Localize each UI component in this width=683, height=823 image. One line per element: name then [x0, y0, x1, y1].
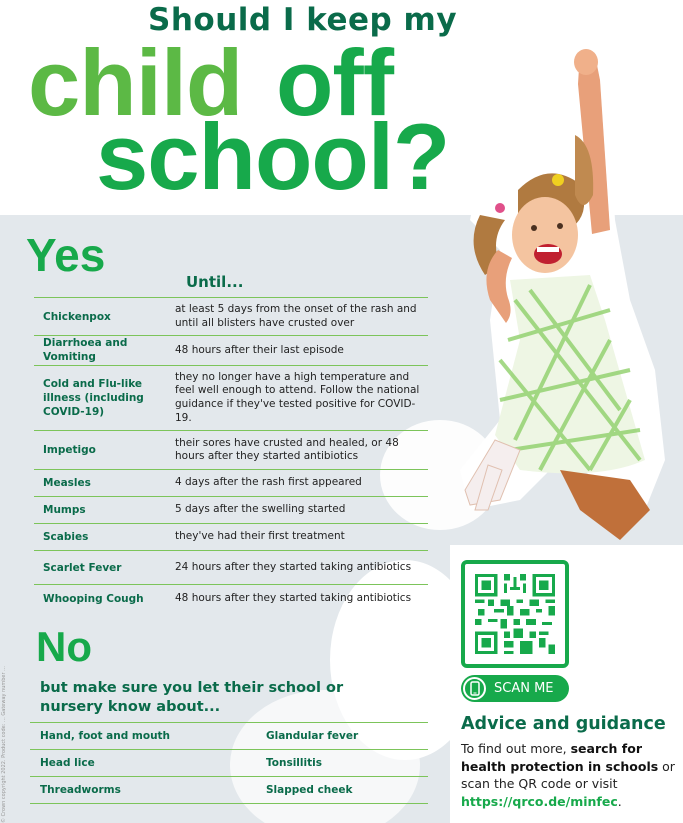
condition-name: Mumps [43, 504, 86, 517]
table-row [34, 298, 428, 336]
table-row [30, 723, 428, 750]
exclusion-period: at least 5 days from the onset of the rash and until all blisters have crusted over [175, 303, 417, 329]
advice-text-middle: or scan the QR code or visit [461, 758, 675, 791]
condition-name: Impetigo [43, 444, 96, 457]
exclusion-period: 48 hours after they started taking antibiotics [175, 591, 412, 604]
no-subheading: but make sure you let their school or nursery know about... [40, 680, 344, 715]
condition-name: Head lice [40, 757, 95, 769]
jumping-girl-image [440, 40, 683, 560]
title-word-off: off [276, 30, 394, 135]
title-line-1: Should I keep my [148, 2, 458, 38]
condition-name: Scabies [43, 531, 89, 544]
qr-code[interactable] [461, 560, 569, 668]
exclusion-period: they've had their first treatment [175, 530, 345, 543]
advice-search-term: search for health protection in schools [461, 741, 659, 774]
qr-code-icon [475, 574, 555, 654]
condition-name: Tonsillitis [266, 757, 322, 769]
phone-icon [470, 681, 480, 696]
no-heading: No [36, 623, 92, 670]
exclusion-period: 4 days after the rash first appeared [175, 476, 362, 489]
table-row [34, 551, 428, 585]
scan-me-label: SCAN ME [494, 681, 554, 696]
advice-text [461, 740, 676, 810]
table-row [34, 366, 428, 432]
exclusion-period: they no longer have a high temperature and feel well enough to attend. Follow the national guidance if they've tested positive for COVID-19. [175, 370, 420, 424]
table-row [34, 497, 428, 524]
scan-me-button[interactable] [461, 675, 569, 702]
table-row [34, 585, 428, 612]
title-word-school: school? [96, 104, 450, 209]
advice-text-end: . [617, 793, 622, 809]
condition-name: Whooping Cough [43, 592, 144, 605]
table-row [34, 431, 428, 470]
exclusion-table [34, 297, 428, 612]
condition-name: Hand, foot and mouth [40, 730, 171, 742]
condition-name: Slapped cheek [266, 784, 353, 796]
condition-name: Cold and Flu-like illness (including COVID-19) [43, 377, 144, 418]
condition-name: Scarlet Fever [43, 561, 122, 574]
title-word-child: child [28, 30, 243, 135]
exclusion-period: their sores have crusted and healed, or 48 hours after they started antibiotics [175, 436, 399, 463]
copyright-notice: © Crown copyright 2022. Product code: ... Gateway number ... [1, 666, 7, 823]
yes-heading: Yes [26, 229, 106, 281]
table-row [30, 750, 428, 777]
condition-name: Threadworms [40, 784, 121, 796]
phone-icon-wrapper [463, 677, 486, 700]
condition-name: Measles [43, 477, 91, 490]
table-row [30, 777, 428, 804]
table-row [34, 470, 428, 497]
table-row [34, 336, 428, 365]
condition-name: Diarrhoea and Vomiting [43, 337, 128, 364]
exclusion-period: 48 hours after their last episode [175, 343, 344, 356]
advice-link[interactable]: https://qrco.de/minfec [461, 793, 618, 809]
exclusion-period: 24 hours after they started taking antibiotics [175, 560, 412, 573]
advice-heading: Advice and guidance [461, 714, 666, 734]
exclusion-period: 5 days after the swelling started [175, 503, 346, 516]
condition-name: Chickenpox [43, 310, 111, 323]
advice-text-intro: To find out more, [461, 741, 571, 756]
until-column-header: Until... [186, 273, 244, 291]
table-row [34, 524, 428, 551]
condition-name: Glandular fever [266, 730, 359, 742]
notify-table [30, 722, 428, 804]
